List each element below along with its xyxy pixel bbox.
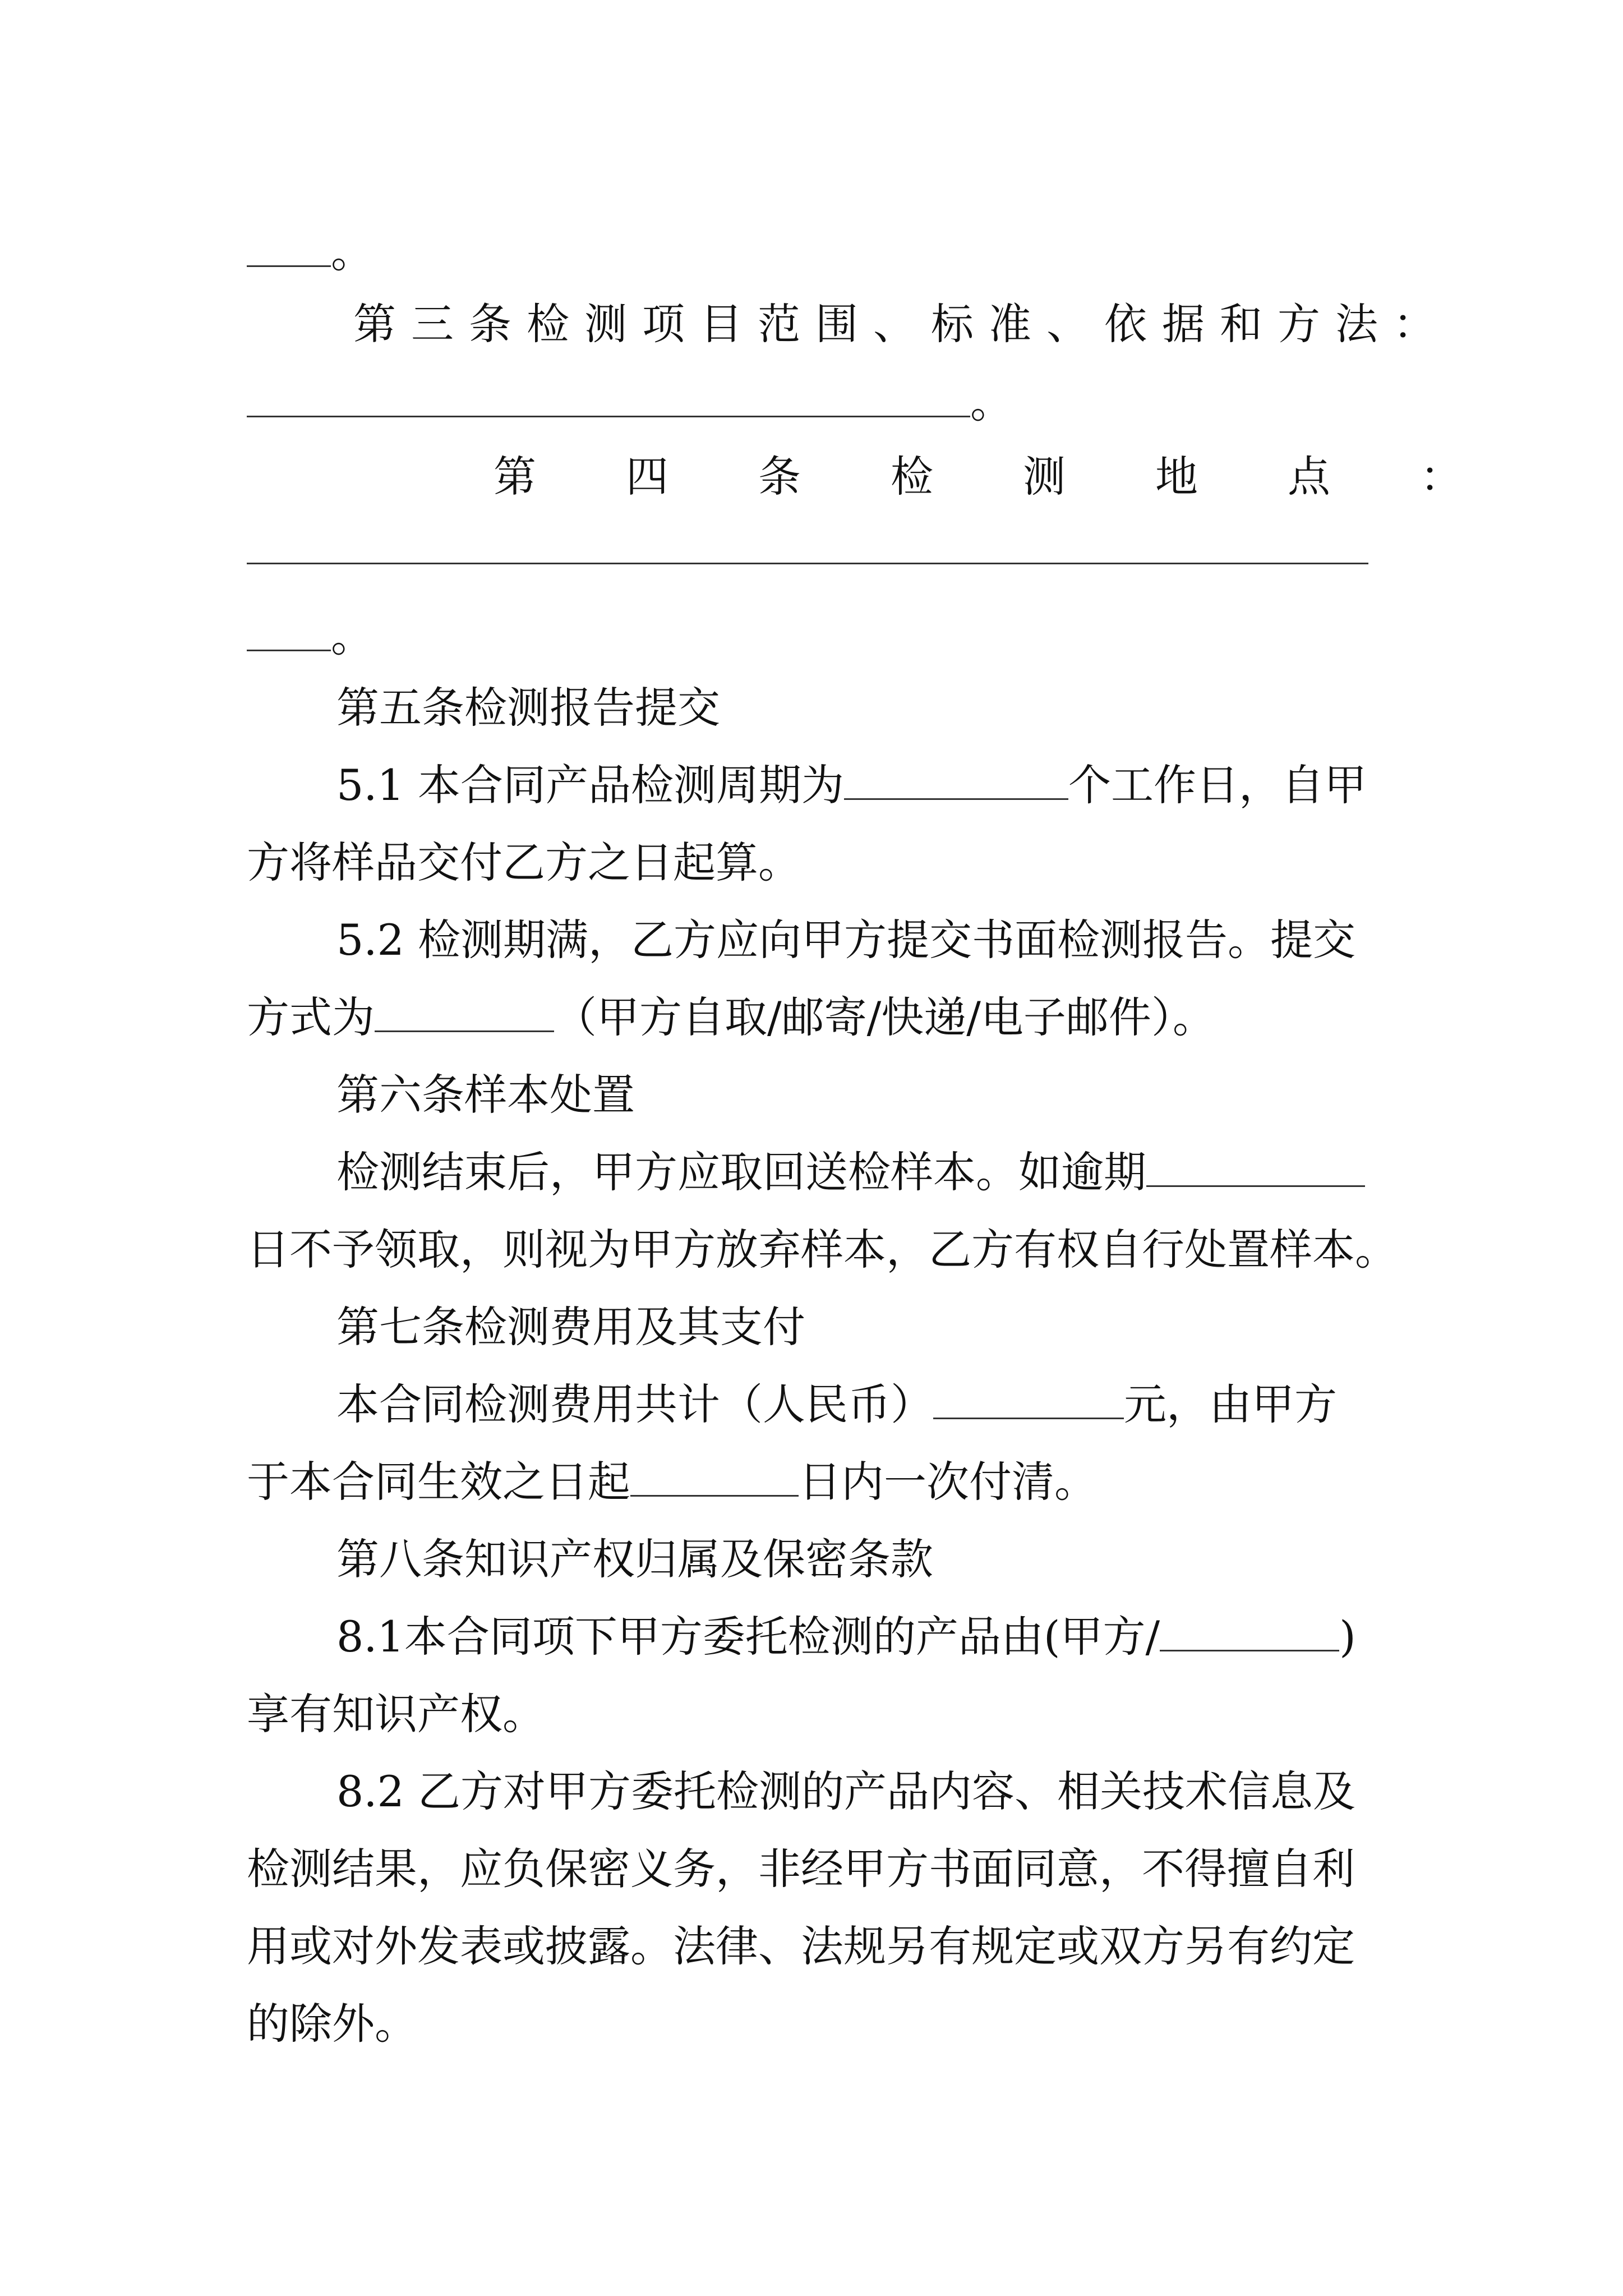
clause-8-2-line-4: 的除外。 (247, 1999, 417, 2049)
article-4-title: 第四条检测地点： (494, 452, 1552, 501)
blank-field (630, 1460, 799, 1497)
article-6-line-1: 检测结束后，甲方应取回送检样本。如逾期 (336, 1144, 1365, 1200)
article-4-blank-line (247, 563, 1368, 564)
article-3-title (353, 296, 1451, 352)
article-3-title-text: 第三条检测项目范围、标准、依据和方法： (353, 299, 1451, 349)
blank-field (247, 615, 331, 651)
clause-8-1-line-2: 享有知识产权。 (247, 1689, 545, 1739)
blank-field (375, 996, 554, 1032)
blank-field (247, 381, 970, 417)
article-8-title: 第八条知识产权归属及保密条款 (336, 1534, 933, 1584)
article-7-line-2: 于本合同生效之日起 日内一次付清。 (247, 1457, 1097, 1507)
article-6-line-2: 日不予领取，则视为甲方放弃样本，乙方有权自行处置样本。 (247, 1225, 1398, 1274)
clause-5-1-line-2: 方将样品交付乙方之日起算。 (247, 838, 801, 887)
clause-5-1-line-1: 5.1 本合同产品检测周期为 个工作日，自甲 (336, 760, 1367, 810)
clause-5-2-line-2: 方式为 （甲方自取/邮寄/快递/电子邮件）。 (247, 992, 1215, 1042)
article-7-line-1: 本合同检测费用共计（人民币） 元，由甲方 (336, 1379, 1337, 1429)
clause-8-2-line-3: 用或对外发表或披露。法律、法规另有规定或双方另有约定 (247, 1921, 1355, 1971)
article-5-title: 第五条检测报告提交 (336, 683, 720, 733)
blank-field (1146, 1151, 1365, 1187)
line-continuation: 。 (247, 609, 374, 665)
blank-field (1160, 1615, 1339, 1651)
clause-8-2-line-1: 8.2 乙方对甲方委托检测的产品内容、相关技术信息及 (336, 1766, 1356, 1816)
article-6-title: 第六条样本处置 (336, 1070, 635, 1120)
clause-8-1-line-1: 8.1本合同项下甲方委托检测的产品由(甲方/ ) (336, 1612, 1356, 1662)
clause-5-2-line-1: 5.2 检测期满，乙方应向甲方提交书面检测报告。提交 (336, 915, 1356, 965)
article-3-blank-line: 。 (247, 375, 1013, 431)
article-7-title: 第七条检测费用及其支付 (336, 1302, 805, 1352)
blank-field (933, 1383, 1124, 1419)
clause-8-2-line-2: 检测结果，应负保密义务，非经甲方书面同意，不得擅自利 (247, 1844, 1355, 1894)
line-continuation: 。 (247, 224, 374, 280)
blank-field (844, 763, 1068, 800)
blank-field (247, 231, 331, 267)
